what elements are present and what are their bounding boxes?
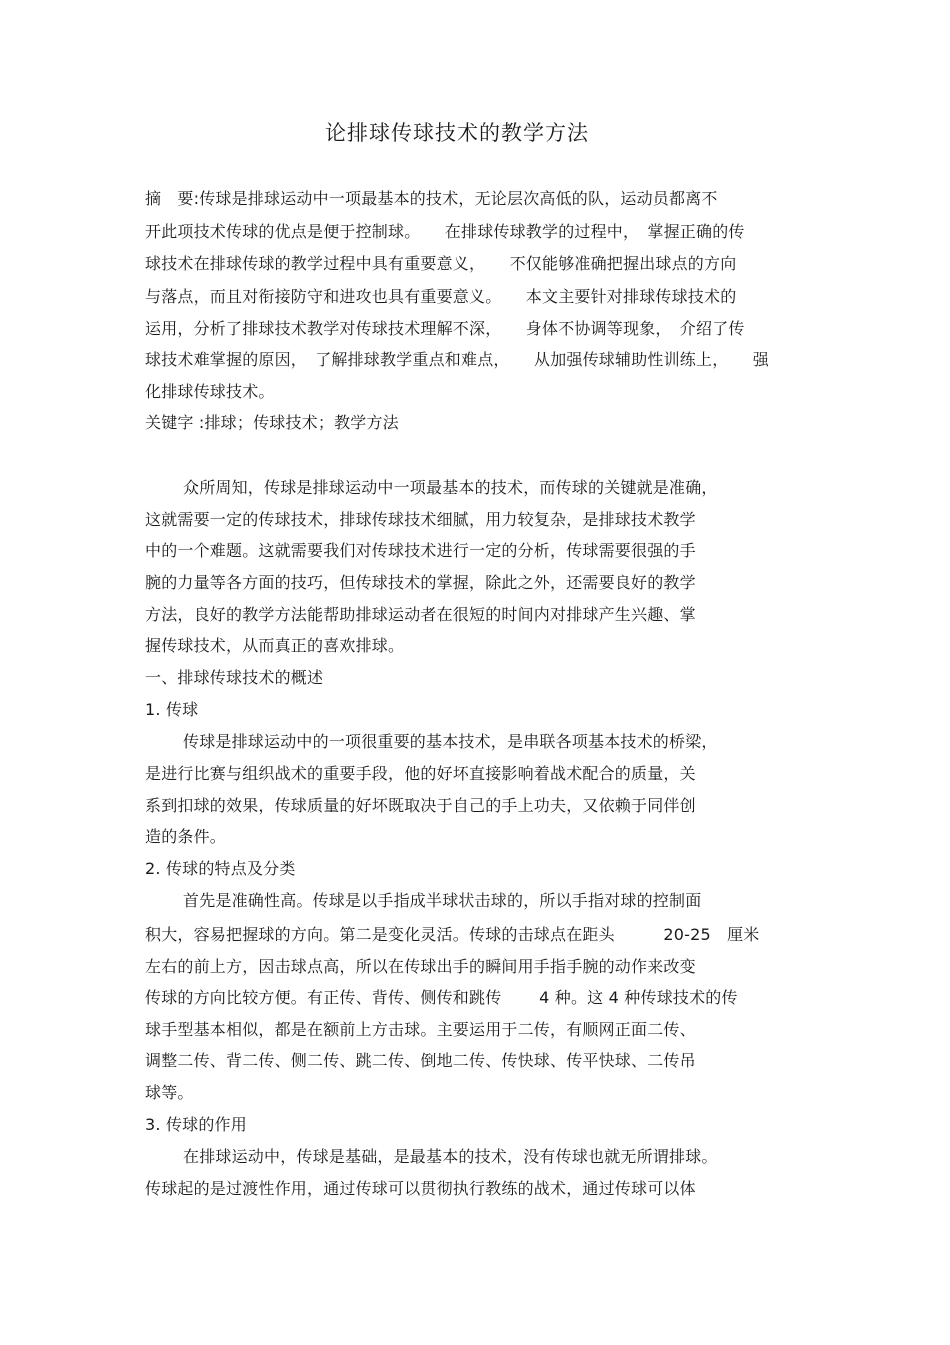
abstract-line: 球技术在排球传球的教学过程中具有重要意义， 不仅能够准确把握出球点的方向 <box>145 254 737 273</box>
abstract-line: 运用，分析了排球技术教学对传球技术理解不深， 身体不协调等现象， 介绍了传 <box>145 319 745 338</box>
keywords: 关键字 :排球；传球技术；教学方法 <box>145 413 399 432</box>
body-line: 首先是准确性高。传球是以手指成半球状击球的，所以手指对球的控制面 <box>183 891 702 910</box>
intro-line: 中的一个难题。这就需要我们对传球技术进行一定的分析，传球需要很强的手 <box>145 541 696 560</box>
section-heading: 一、排球传球技术的概述 <box>145 668 324 687</box>
body-line: 造的条件。 <box>145 827 227 846</box>
body-line: 调整二传、背二传、侧二传、跳二传、倒地二传、传快球、传平快球、二传吊 <box>145 1051 696 1070</box>
body-line: 球等。 <box>145 1083 194 1102</box>
body-line: 左右的前上方，因击球点高，所以在传球出手的瞬间用手指手腕的动作来改变 <box>145 957 696 976</box>
body-line: 传球起的是过渡性作用，通过传球可以贯彻执行教练的战术，通过传球可以体 <box>145 1179 696 1198</box>
abstract-line: 球技术难掌握的原因， 了解排球教学重点和难点， 从加强传球辅助性训练上， 强 <box>145 350 770 369</box>
abstract-line: 与落点，而且对衔接防守和进攻也具有重要意义。 本文主要针对排球传球技术的 <box>145 287 737 306</box>
subsection-heading: 2. 传球的特点及分类 <box>145 859 296 878</box>
abstract-line: 化排球传球技术。 <box>145 382 275 401</box>
subsection-heading: 1. 传球 <box>145 700 199 719</box>
intro-line: 腕的力量等各方面的技巧，但传球技术的掌握，除此之外，还需要良好的教学 <box>145 573 696 592</box>
body-line: 球手型基本相似，都是在额前上方击球。主要运用于二传，有顺网正面二传、 <box>145 1020 696 1039</box>
body-line: 是进行比赛与组织战术的重要手段，他的好坏直接影响着战术配合的质量，关 <box>145 764 696 783</box>
body-line: 积大，容易把握球的方向。第二是变化灵活。传球的击球点在距头 20-25 厘米 <box>145 925 760 944</box>
abstract-line: 摘 要:传球是排球运动中一项最基本的技术，无论层次高低的队，运动员都离不 <box>145 189 718 208</box>
intro-line: 这就需要一定的传球技术，排球传球技术细腻，用力较复杂，是排球技术教学 <box>145 510 696 529</box>
intro-line: 方法，良好的教学方法能帮助排球运动者在很短的时间内对排球产生兴趣、掌 <box>145 605 696 624</box>
body-line: 系到扣球的效果，传球质量的好坏既取决于自己的手上功夫，又依赖于同伴创 <box>145 796 696 815</box>
body-line: 在排球运动中，传球是基础，是最基本的技术，没有传球也就无所谓排球。 <box>183 1147 718 1166</box>
subsection-heading: 3. 传球的作用 <box>145 1115 247 1134</box>
body-line: 传球的方向比较方便。有正传、背传、侧传和跳传 4 种。这 4 种传球技术的传 <box>145 988 738 1007</box>
intro-line: 众所周知，传球是排球运动中一项最基本的技术，而传球的关键就是准确， <box>183 478 718 497</box>
intro-line: 握传球技术，从而真正的喜欢排球。 <box>145 636 405 655</box>
document-title: 论排球传球技术的教学方法 <box>325 121 589 145</box>
body-line: 传球是排球运动中的一项很重要的基本技术，是串联各项基本技术的桥梁， <box>183 732 718 751</box>
abstract-line: 开此项技术传球的优点是便于控制球。 在排球传球教学的过程中， 掌握正确的传 <box>145 222 745 241</box>
